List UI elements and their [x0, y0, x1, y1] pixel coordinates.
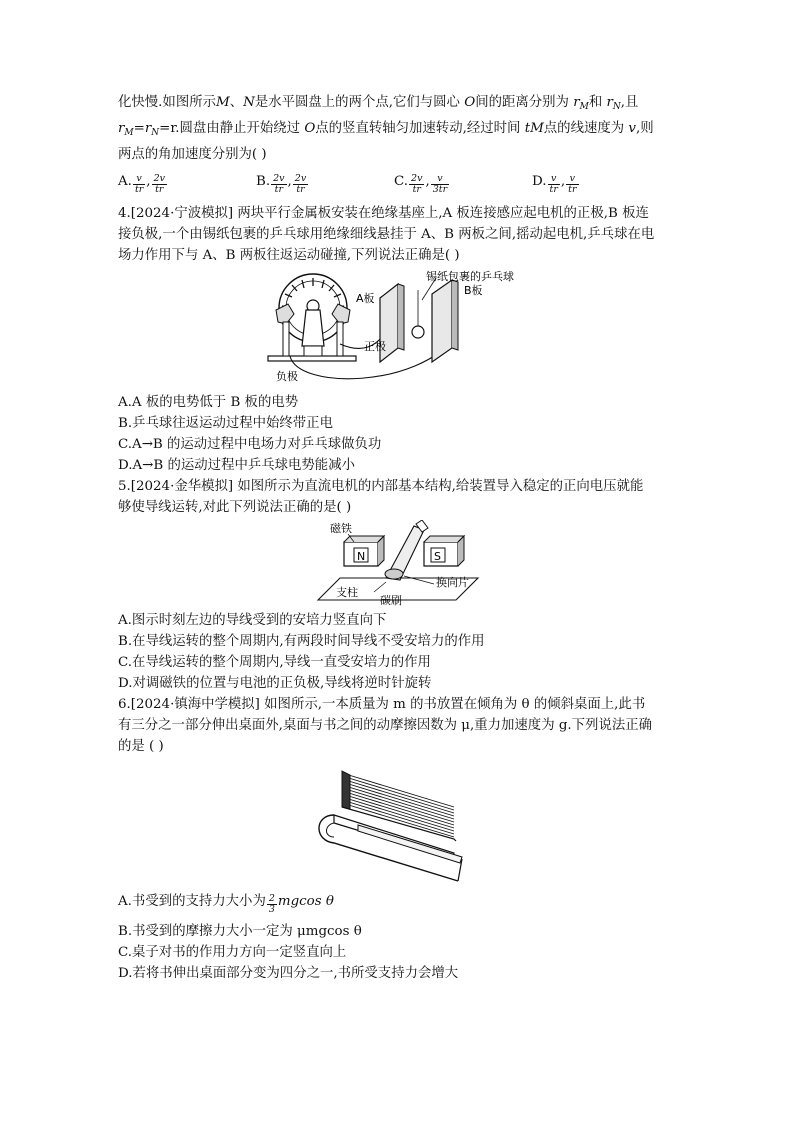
text: O: [464, 95, 476, 110]
numerator: v: [133, 174, 145, 185]
q6-stem-line-1: 6.[2024·镇海中学模拟] 如图所示,一本质量为 m 的书放置在倾角为 θ 的倾斜桌面上,此书: [118, 697, 646, 712]
text: 间的距离分别为: [475, 95, 569, 110]
q5-choice-d[interactable]: D.对调磁铁的位置与电池的正负极,导线将逆时针旋转: [118, 676, 432, 691]
numerator: 2v: [273, 173, 285, 184]
text: N: [612, 102, 621, 112]
text: 点的竖直转轴匀加速转动,经过时间: [315, 121, 521, 136]
label-negative: 负极: [276, 370, 298, 383]
q5-choice-b[interactable]: B.在导线运转的整个周期内,有两段时间导线不受安培力的作用: [118, 634, 485, 649]
q3-option-c[interactable]: [394, 171, 532, 195]
text: =r: [133, 121, 152, 136]
text: M: [216, 95, 230, 110]
q5-stem-line-2: 够使导线运转,对此下列说法正确的是( ): [118, 500, 352, 515]
denominator: tr: [274, 184, 283, 195]
text: mgcos θ: [277, 894, 334, 909]
numerator: 2v: [294, 173, 307, 184]
fraction: [409, 174, 424, 195]
q3-option-d[interactable]: [532, 171, 670, 195]
text: M: [530, 121, 544, 136]
label-post: 支柱: [336, 586, 358, 599]
label-positive: 正极: [364, 340, 386, 353]
denominator: tr: [568, 184, 577, 195]
label-plate-a: A板: [356, 292, 375, 305]
denominator: 3: [268, 904, 275, 915]
separator: ,: [560, 174, 566, 189]
q4-choice-a[interactable]: A.A 板的电势低于 B 板的电势: [118, 395, 299, 410]
option-letter: C.: [394, 174, 409, 189]
text: ,则: [635, 121, 654, 136]
option-letter: B.: [256, 174, 271, 189]
label-commutator: 换向片: [436, 576, 469, 589]
option-letter: D.: [532, 174, 547, 189]
numerator: v: [566, 174, 578, 185]
text: M: [124, 128, 134, 138]
q5-choice-c[interactable]: C.在导线运转的整个周期内,导线一直受安培力的作用: [118, 655, 431, 670]
label-south: S: [434, 550, 441, 563]
fraction-two-thirds: [267, 894, 277, 915]
numerator: v: [548, 174, 560, 185]
label-magnet: 磁铁: [330, 522, 352, 535]
q6-choice-d[interactable]: D.若将书伸出桌面部分变为四分之一,书所受支持力会增大: [118, 966, 459, 981]
numerator: 2: [268, 893, 275, 904]
label-brush: 碳刷: [380, 594, 402, 607]
fraction: [548, 174, 560, 195]
denominator: tr: [296, 184, 305, 195]
text: 、: [229, 95, 244, 110]
denominator: 3tr: [432, 184, 448, 195]
q3-line-3: 两点的角加速度分别为( ): [118, 147, 267, 162]
electrostatic-machine-diagram: [118, 270, 678, 392]
fraction: [293, 174, 308, 195]
text: 是水平圆盘上的两个点,它们与圆心: [254, 95, 460, 110]
text: N: [151, 128, 160, 138]
text: v: [628, 121, 636, 136]
q3-options: [118, 171, 678, 195]
denominator: tr: [412, 184, 421, 195]
q6-figure: [118, 763, 678, 885]
text: O: [304, 121, 316, 136]
q5-choice-a[interactable]: A.图示时刻左边的导线受到的安培力竖直向下: [118, 613, 387, 628]
text: M: [579, 102, 589, 112]
question-page: [118, 92, 678, 984]
q3-option-b[interactable]: [256, 171, 394, 195]
text: 化快慢.如图所示: [118, 95, 216, 110]
fraction: [271, 174, 286, 195]
q6-stem-line-2: 有三分之一部分伸出桌面外,桌面与书之间的动摩擦因数为 μ,重力加速度为 g.下列说法正确: [118, 718, 653, 733]
q4-stem-line-1: 4.[2024·宁波模拟] 两块平行金属板安装在绝缘基座上,A 板连接感应起电机的正极,B 板连: [118, 206, 649, 221]
q5-stem-line-1: 5.[2024·金华模拟] 如图所示为直流电机的内部基本结构,给装置导入稳定的正向电压就能: [118, 479, 644, 494]
q4-figure: [118, 270, 678, 392]
numerator: 2v: [153, 173, 165, 184]
text: N: [243, 95, 255, 110]
text: 和: [588, 95, 603, 110]
separator: ,: [287, 174, 292, 189]
q6-choice-c[interactable]: C.桌子对书的作用力方向一定竖直向上: [118, 945, 347, 960]
fraction: [566, 174, 578, 195]
q6-choice-b[interactable]: B.书受到的摩擦力大小一定为 μmgcos θ: [118, 924, 362, 939]
q4-choice-b[interactable]: B.乒乓球往返运动过程中始终带正电: [118, 416, 333, 431]
q6-stem-line-3: 的是 ( ): [118, 739, 164, 754]
label-north: N: [357, 550, 366, 563]
text: t: [524, 121, 531, 136]
text: ,且: [620, 95, 639, 110]
numerator: v: [431, 174, 449, 185]
separator: ,: [425, 174, 430, 189]
q4-choice-d[interactable]: D.A→B 的运动过程中乒乓球电势能减小: [118, 458, 355, 473]
q4-choice-c[interactable]: C.A→B 的运动过程中电场力对乒乓球做负功: [118, 437, 382, 452]
fraction: [152, 174, 167, 195]
q3-line-1: [118, 92, 678, 118]
denominator: tr: [549, 184, 558, 195]
label-plate-b: B板: [464, 284, 483, 297]
text: r: [573, 95, 580, 110]
text: 点的线速度为: [543, 121, 625, 136]
q4-stem-line-2: 接负极,一个由锡纸包裹的乒乓球用绝缘细线悬挂于 A、B 两板之间,摇动起电机,乒乓球在电: [118, 227, 655, 242]
q3-line-2: [118, 118, 678, 144]
q4-stem-line-3: 场力作用下与 A、B 两板往返运动碰撞,下列说法正确是( ): [118, 248, 460, 263]
text: A.书受到的支持力大小为: [118, 894, 266, 909]
book-on-incline-diagram: [118, 763, 678, 885]
denominator: tr: [134, 184, 144, 195]
q6-choice-a[interactable]: [118, 891, 678, 915]
fraction: [431, 174, 449, 195]
text: r: [118, 121, 125, 136]
fraction: [133, 174, 145, 195]
label-foil-ball: 锡纸包裹的乒乓球: [426, 270, 514, 283]
dc-motor-diagram: [118, 520, 678, 610]
separator: ,: [146, 174, 151, 189]
text: r: [606, 95, 613, 110]
numerator: 2v: [411, 173, 423, 184]
text: =r.圆盘由静止开始绕过: [159, 121, 301, 136]
denominator: tr: [155, 184, 164, 195]
option-letter: A.: [118, 174, 132, 189]
q3-option-a[interactable]: [118, 171, 256, 195]
q5-figure: [118, 520, 678, 610]
